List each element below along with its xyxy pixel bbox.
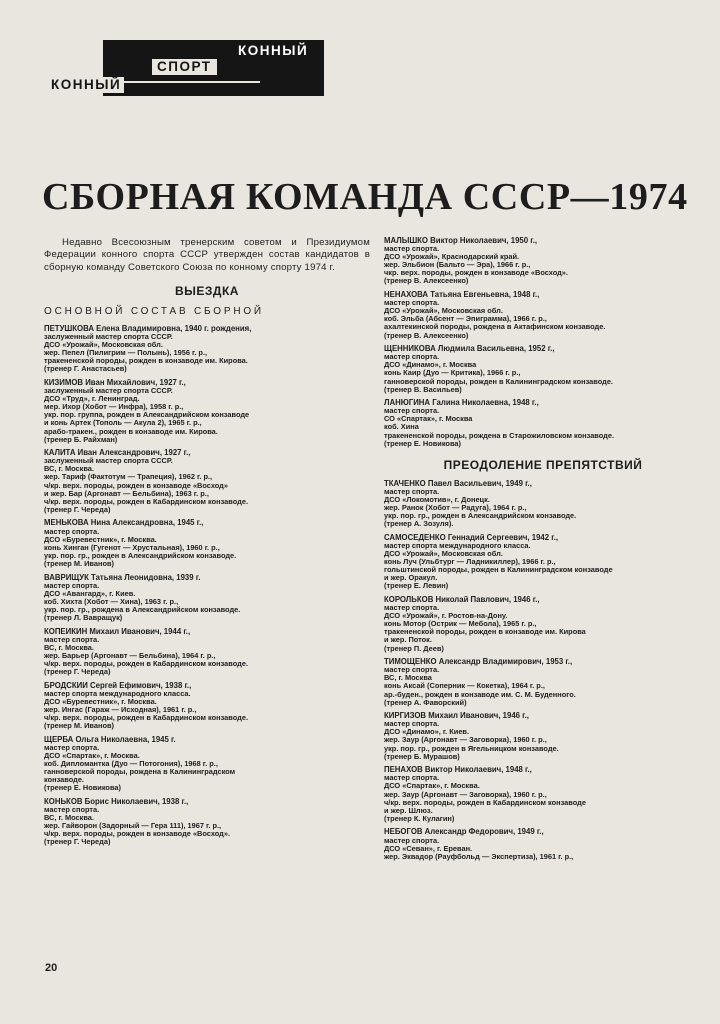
athlete-detail-line: и жер. Поток. (384, 636, 432, 645)
athlete-entry (384, 658, 702, 707)
athlete-detail-line: ДСО «Буревестник», г. Москва. (44, 535, 157, 544)
athlete-name-line: БРОДСКИЙ Сергей Ефимович, 1938 г., (44, 681, 192, 690)
athlete-detail-line: ганноверской породы, рожден в Калининградском конзаводе. (384, 377, 613, 386)
athlete-detail-line: (тренер Г. Череда) (44, 668, 111, 677)
athlete-detail-line: коб. Дипломантка (Дуо — Потогония), 1968 г. р., (44, 759, 218, 768)
athlete-detail-line: и жер. Шлюз. (384, 806, 433, 815)
athlete-detail-line: (тренер Б. Мурашов) (384, 752, 460, 761)
athlete-detail-line: мастер спорта. (384, 353, 440, 362)
athlete-detail-line: тракененской породы, рожден в конзаводе им. Кирова. (44, 357, 248, 366)
athlete-detail-line: жер. Ранок (Хобот — Радуга), 1964 г. р., (384, 504, 527, 513)
athlete-detail-line: ДСО «Урожай», Московская обл. (384, 550, 503, 558)
athlete-detail-line: укр. пор. гр., рожден в Ягельницком конзаводе. (384, 744, 559, 753)
athlete-detail-line: мастер спорта. (384, 774, 440, 783)
athlete-detail-line: и конь Артек (Тополь — Акула 2), 1965 г. р., (44, 419, 202, 428)
athlete-detail-line: мастер спорта. (384, 245, 440, 254)
athlete-detail-line: чкр. верх. породы, рожден в конзаводе «Восход». (384, 269, 568, 278)
athlete-detail-line: мер. Ихор (Хобот — Инфра), 1958 г. р., (44, 403, 184, 412)
athlete-detail-line: жер. Барьер (Аргонавт — Бельбина), 1964 г. р., (44, 651, 216, 660)
athlete-entry (44, 325, 370, 374)
athlete-detail-line: конь Аксай (Соперник — Кокетка), 1964 г. р., (384, 682, 545, 691)
athlete-detail-line: коб. Эльба (Абсент — Эпиграмма), 1966 г. р., (384, 315, 547, 324)
athlete-detail-line: ч/кр. верх. породы, рожден в Кабардинском конзаводе. (44, 497, 249, 506)
athlete-entry (384, 237, 702, 286)
athlete-detail-line: (тренер В. Алексеенко) (384, 277, 469, 286)
athlete-entry (44, 628, 370, 677)
athlete-name-line: ЩЕННИКОВА Людмила Васильевна, 1952 г., (384, 345, 555, 354)
section-title-jumping: ПРЕОДОЛЕНИЕ ПРЕПЯТСТВИЙ (443, 457, 643, 472)
athlete-detail-line: ДСО «Урожай», Московская обл. (44, 341, 163, 350)
athlete-entry (44, 519, 370, 568)
athlete-detail-line: (тренер Л. Вавращук) (44, 613, 123, 622)
logo-word-3: КОННЫЙ (48, 77, 124, 93)
athlete-detail-line: ДСО «Динамо», г. Киев. (384, 728, 470, 737)
athlete-detail-line: мастер спорта. (384, 299, 440, 308)
athlete-detail-line: (тренер Г. Череда) (44, 838, 111, 847)
left-column (44, 237, 370, 852)
athlete-detail-line: тракененской породы, рожден в конзаводе им. Кирова (384, 628, 586, 637)
athlete-detail-line: (тренер К. Кулагин) (384, 814, 455, 823)
athlete-detail-line: и жер. Бар (Аргонавт — Бельбина), 1963 г. р., (44, 489, 209, 498)
athlete-entry (44, 449, 370, 514)
athlete-detail-line: (тренер Б. Райхман) (44, 435, 118, 444)
athlete-detail-line: ДСО «Авангард», г. Киев. (44, 589, 136, 598)
athlete-detail-line: мастер спорта. (44, 805, 100, 814)
magazine-logo (48, 40, 324, 98)
athlete-name-line: НЕНАХОВА Татьяна Евгеньевна, 1948 г., (384, 291, 540, 300)
athlete-detail-line: коб. Хихта (Хобот — Хина), 1963 г. р., (44, 597, 179, 606)
athlete-name-line: ПЕНАХОВ Виктор Николаевич, 1948 г., (384, 766, 532, 775)
athlete-detail-line: ДСО «Локомотив», г. Донецк. (384, 495, 490, 504)
logo-word-2: СПОРТ (152, 59, 217, 75)
athlete-name-line: САМОСЕДЕНКО Геннадий Сергеевич, 1942 г., (384, 533, 559, 542)
athlete-detail-line: и жер. Оракул. (384, 574, 438, 583)
athlete-detail-line: (тренер Е. Новикова) (44, 784, 121, 793)
athlete-entry (44, 736, 370, 793)
athlete-detail-line: мастер спорта. (384, 836, 440, 845)
athlete-name-line: ПЕТУШКОВА Елена Владимировна, 1940 г. рождения, (44, 324, 252, 333)
athlete-detail-line: конзаводе. (44, 776, 84, 785)
athlete-detail-line: гольштинской породы, рожден в Калининградском конзаводе (384, 566, 613, 575)
athlete-detail-line: (тренер В. Алексеенко) (384, 331, 469, 340)
athlete-name-line: КОНЬКОВ Борис Николаевич, 1938 г., (44, 797, 189, 806)
athlete-name-line: МЕНЬКОВА Нина Александровна, 1945 г., (44, 519, 204, 528)
athlete-detail-line: мастер спорта. (44, 527, 100, 536)
logo-word-1: КОННЫЙ (238, 43, 309, 58)
athlete-name-line: ВАВРИЩУК Татьяна Леонидовна, 1939 г. (44, 573, 201, 582)
athlete-detail-line: (тренер А. Зозуля). (384, 520, 454, 529)
athlete-detail-line: ганноверской породы, рождена в Калининградском (44, 768, 236, 777)
athlete-entry (44, 574, 370, 623)
athlete-detail-line: укр. пор. гр., рождена в Александрийском конзаводе. (44, 605, 241, 614)
athlete-detail-line: жер. Эквадор (Рауфбольд — Экспертиза), 1961 г. р., (384, 852, 574, 861)
athlete-detail-line: ВС, г. Москва. (44, 814, 94, 823)
athlete-detail-line: ВС, г. Москва. (44, 643, 94, 652)
athlete-name-line: КАЛИТА Иван Александрович, 1927 г., (44, 449, 191, 458)
section-title-dressage: ВЫЕЗДКА (175, 283, 239, 298)
jumping-entries (384, 480, 702, 861)
athlete-name-line: КИЗИМОВ Иван Михайлович, 1927 г., (44, 378, 186, 387)
athlete-entry (384, 480, 702, 529)
page-title: СБОРНАЯ КОМАНДА СССР—1974 (42, 176, 688, 218)
athlete-detail-line: жер. Пепел (Пилигрим — Полынь), 1956 г. р., (44, 349, 208, 358)
athlete-detail-line: ч/кр. верх. породы, рожден в Кабардинском конзаводе (384, 798, 586, 807)
athlete-detail-line: ДСО «Спартак», г. Москва. (384, 782, 480, 791)
athlete-detail-line: жер. Тариф (Фактотум — Трапеция), 1962 г. р., (44, 473, 213, 482)
athlete-detail-line: укр. пор. гр., рожден в Александрийском конзаводе. (44, 551, 237, 560)
athlete-detail-line: (тренер М. Иванов) (44, 559, 114, 568)
athlete-entry (384, 828, 702, 860)
athlete-detail-line: ДСО «Труд», г. Ленинград. (44, 395, 140, 404)
page-number: 20 (45, 962, 58, 974)
athlete-detail-line: укр. пор. гр., рожден в Александрийском конзаводе. (384, 512, 577, 521)
athlete-entry (384, 712, 702, 761)
athlete-name-line: КОПЕЙКИН Михаил Иванович, 1944 г., (44, 627, 191, 636)
athlete-detail-line: ДСО «Урожай», Краснодарский край. (384, 253, 520, 262)
athlete-detail-line: (тренер Г. Анастасьев) (44, 365, 127, 374)
subsection-main-team: ОСНОВНОЙ СОСТАВ СБОРНОЙ (44, 305, 264, 317)
athlete-detail-line: заслуженный мастер спорта СССР. (44, 457, 173, 466)
athlete-detail-line: конь Хинган (Гугенот — Хрустальная), 1960 г. р., (44, 543, 220, 552)
athlete-detail-line: арабо-тракен., рожден в конзаводе им. Кирова. (44, 427, 218, 436)
athlete-name-line: МАЛЫШКО Виктор Николаевич, 1950 г., (384, 237, 538, 245)
athlete-entry (384, 291, 702, 340)
athlete-detail-line: ВС, г. Москва (384, 674, 432, 683)
athlete-detail-line: ч/кр. верх. породы, рожден в конзаводе «Восход». (44, 830, 231, 839)
athlete-detail-line: ч/кр. верх. породы, рожден в конзаводе «Восход» (44, 481, 228, 490)
athlete-detail-line: (тренер Г. Череда) (44, 505, 111, 514)
athlete-detail-line: (тренер В. Васильев) (384, 385, 462, 394)
athlete-name-line: КОРОЛЬКОВ Николай Павлович, 1946 г., (384, 595, 540, 604)
athlete-detail-line: жер. Эльбион (Бальто — Эра), 1966 г. р., (384, 261, 531, 270)
athlete-detail-line: тракененской породы, рождена в Старожиловском конзаводе. (384, 431, 615, 440)
athlete-detail-line: ДСО «Спартак», г. Москва. (44, 751, 140, 760)
athlete-detail-line: мастер спорта. (384, 666, 440, 675)
athlete-entry (384, 596, 702, 653)
athlete-detail-line: мастер спорта. (384, 407, 440, 416)
athlete-entry (44, 682, 370, 731)
athlete-detail-line: коб. Хина (384, 423, 419, 432)
athlete-name-line: НЕБОГОВ Александр Федорович, 1949 г., (384, 828, 544, 837)
athlete-detail-line: мастер спорта. (384, 487, 440, 496)
athlete-detail-line: ДСО «Буревестник», г. Москва. (44, 697, 157, 706)
right-column (384, 237, 702, 866)
athlete-detail-line: заслуженный мастер спорта СССР. (44, 332, 173, 341)
athlete-detail-line: ч/кр. верх. породы, рожден в Кабардинском конзаводе. (44, 659, 249, 668)
athlete-detail-line: ВС, г. Москва. (44, 465, 94, 474)
athlete-name-line: ТКАЧЕНКО Павел Васильевич, 1949 г., (384, 479, 532, 488)
athlete-name-line: ЩЕРБА Ольга Николаевна, 1945 г. (44, 735, 176, 744)
athlete-detail-line: ДСО «Динамо», г. Москва (384, 361, 477, 370)
athlete-detail-line: мастер спорта. (384, 720, 440, 729)
athlete-detail-line: ДСО «Урожай», г. Ростов-на-Дону. (384, 612, 508, 621)
athlete-detail-line: мастер спорта. (384, 604, 440, 613)
athlete-entry (384, 534, 702, 591)
athlete-detail-line: мастер спорта международного класса. (384, 541, 531, 550)
athlete-name-line: ТИМОЩЕНКО Александр Владимирович, 1953 г., (384, 658, 573, 667)
athlete-detail-line: мастер спорта международного класса. (44, 689, 191, 698)
athlete-detail-line: ар.-буден., рожден в конзаводе им. С. М. Буденного. (384, 690, 576, 699)
athlete-name-line: ЛАНЮГИНА Галина Николаевна, 1948 г., (384, 399, 539, 408)
athlete-name-line: КИРГИЗОВ Михаил Иванович, 1946 г., (384, 712, 529, 721)
athlete-detail-line: конь Мотор (Острик — Мебола), 1965 г. р., (384, 620, 537, 629)
athlete-detail-line: СО «Спартак», г. Москва (384, 415, 473, 424)
athlete-detail-line: (тренер Е. Новикова) (384, 439, 461, 448)
logo-divider (110, 81, 260, 83)
athlete-detail-line: мастер спорта. (44, 581, 100, 590)
intro-paragraph: Недавно Всесоюзным тренерским советом и Президиумом Федерации конного спорта СССР утвержден состав кандидатов в сборную команду Советского Союза по конному спорту 1974 г. (44, 237, 370, 273)
athlete-detail-line: (тренер М. Иванов) (44, 722, 114, 731)
athlete-detail-line: (тренер А. Фаворский) (384, 698, 467, 707)
athlete-detail-line: ахалтекинской породы, рождена в Актафинском конзаводе. (384, 323, 606, 332)
athlete-detail-line: (тренер Е. Левин) (384, 582, 449, 591)
athlete-detail-line: укр. пор. группа, рожден в Александрийском конзаводе (44, 411, 250, 420)
athlete-detail-line: ч/кр. верх. породы, рожден в Кабардинском конзаводе. (44, 714, 249, 723)
athlete-detail-line: мастер спорта. (44, 635, 100, 644)
athlete-entry (384, 399, 702, 448)
athlete-detail-line: мастер спорта. (44, 743, 100, 752)
athlete-detail-line: жер. Заур (Аргонавт — Заговорка), 1960 г. р., (384, 736, 547, 745)
athlete-detail-line: (тренер П. Деев) (384, 644, 444, 653)
athlete-entry (384, 345, 702, 394)
athlete-entry (384, 766, 702, 823)
athlete-detail-line: ДСО «Урожай», Московская обл. (384, 307, 503, 316)
athlete-detail-line: жер. Ингас (Гараж — Исходная), 1961 г. р., (44, 705, 197, 714)
athlete-detail-line: ДСО «Севан», г. Ереван. (384, 844, 473, 853)
athlete-detail-line: заслуженный мастер спорта СССР. (44, 387, 173, 396)
dressage-entries-continued (384, 237, 702, 448)
athlete-detail-line: конь Луч (Ульбтург — Ладникиллер), 1966 г. р., (384, 558, 556, 567)
athlete-detail-line: конь Каир (Дуо — Критика), 1966 г. р., (384, 369, 521, 378)
dressage-entries (44, 325, 370, 847)
athlete-detail-line: жер. Гайворон (Задорный — Гера 111), 1967 г. р., (44, 822, 222, 831)
athlete-entry (44, 379, 370, 444)
athlete-detail-line: жер. Заур (Аргонавт — Заговорка), 1960 г. р., (384, 790, 547, 799)
athlete-entry (44, 798, 370, 847)
